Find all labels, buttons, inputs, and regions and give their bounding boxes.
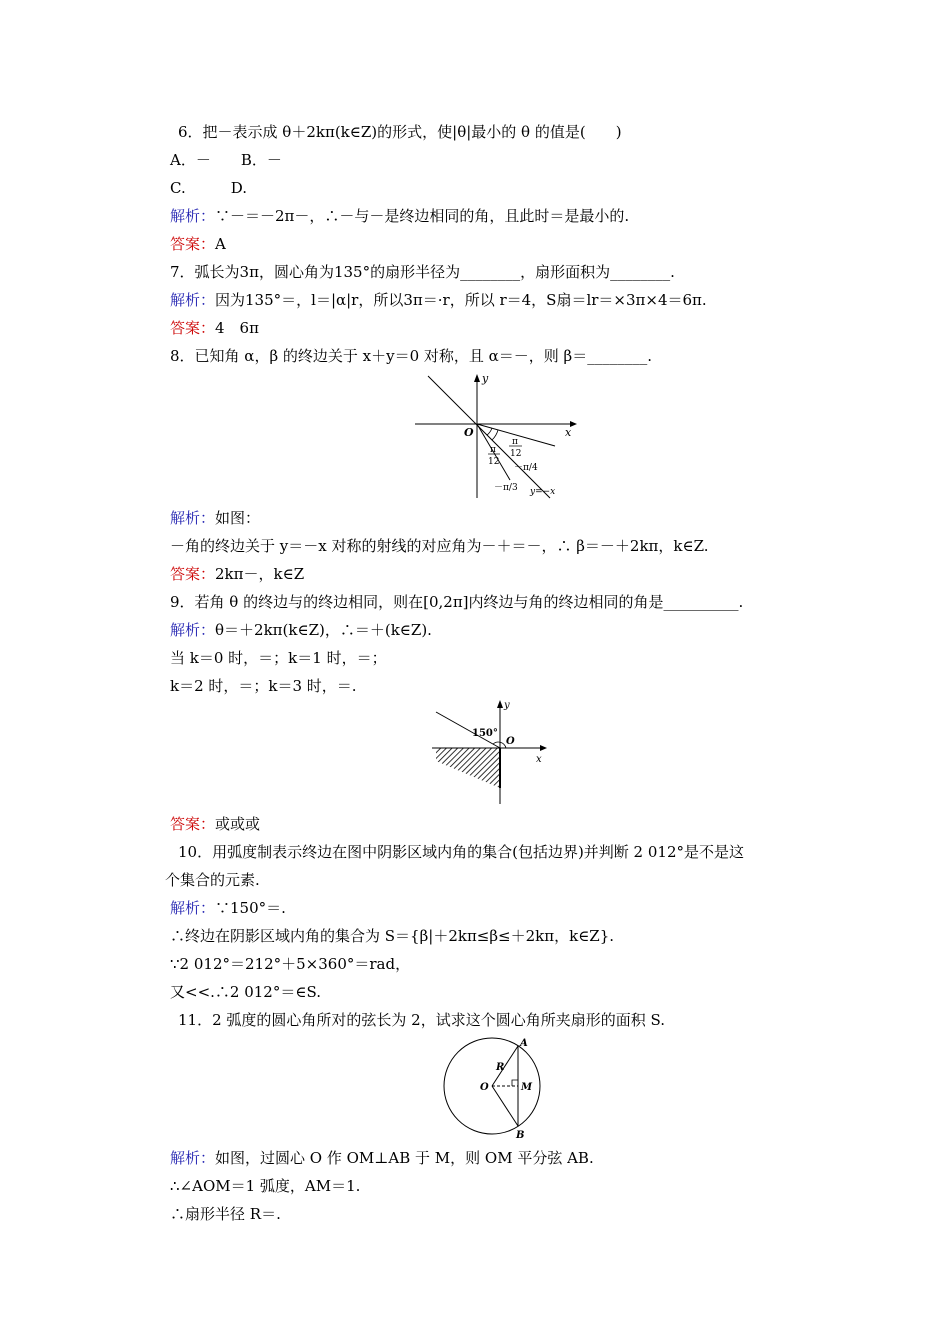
analysis-text: ∵150°＝. [215,899,286,917]
answer-text: A [215,235,226,253]
analysis-text: 如图，过圆心 O 作 OM⊥AB 于 M，则 OM 平分弦 AB. [215,1149,594,1167]
q6-answer [170,234,226,254]
q8-angle-figure [410,370,580,502]
point-a-label: A [520,1038,528,1049]
angle-label: 150° [472,728,498,739]
q9-answer [170,814,260,834]
origin-label: O [464,426,474,439]
line-y-neg-x [428,376,550,498]
q8-analysis [170,508,260,528]
q6-stem: 6．把－表示成 θ＋2kπ(k∈Z)的形式，使|θ|最小的 θ 的值是( ) [178,123,622,141]
point-m-label: M [521,1082,533,1093]
q9-analysis-line2: 当 k＝0 时，＝；k＝1 时，＝； [170,649,387,667]
q10-analysis-line2: ∴终边在阴影区域内角的集合为 S＝{β|＋2kπ≤β≤＋2kπ，k∈Z}. [170,927,615,945]
q8-analysis-line2: －角的终边关于 y＝－x 对称的射线的对应角为－＋＝－，∴ β＝－＋2kπ，k∈Z. [170,537,709,555]
point-o-label: O [480,1082,489,1093]
q9-analysis-line3: k＝2 时，＝；k＝3 时，＝. [170,677,357,695]
q6-options-ab: A．－ B．－ [170,151,282,169]
analysis-label: 解析： [170,509,216,527]
q10-analysis-line3: ∵2 012°＝212°＋5×360°＝rad， [170,955,411,973]
analysis-label: 解析： [170,899,216,917]
q11-stem: 11．2 弧度的圆心角所对的弦长为 2，试求这个圆心角所夹扇形的面积 S. [178,1011,665,1029]
y-label: y [482,372,489,385]
q11-analysis [170,1148,594,1168]
y-label: y [504,700,510,711]
x-arrow [540,745,547,751]
answer-label: 答案： [170,815,216,833]
shaded-region [436,748,500,788]
q8-stem: 8．已知角 α，β 的终边关于 x＋y＝0 对称，且 α＝－，则 β＝________. [170,347,653,365]
origin-label: O [506,736,515,747]
q7-stem: 7．弧长为3π，圆心角为135°的扇形半径为________，扇形面积为________. [170,263,675,281]
angle2-den: 12 [510,449,522,459]
analysis-text: 因为135°＝，l＝|α|r，所以3π＝·r，所以 r＝4，S扇＝lr＝×3π×4＝6π. [215,291,707,309]
q7-analysis [170,290,707,310]
answer-label: 答案： [170,319,216,337]
q9-analysis [170,620,432,640]
q11-circle-figure [440,1034,550,1142]
point-b-label: B [516,1130,525,1141]
angle1-num: π [490,445,496,455]
y-arrow [497,700,503,708]
analysis-text: 如图： [215,509,261,527]
angle-arc [487,428,492,435]
x-label: x [536,754,542,765]
q10-analysis-line4: 又<<.∴2 012°＝∈S. [170,983,321,1001]
angle4-label: －π/3 [494,483,518,493]
answer-text: 2kπ－，k∈Z [215,565,305,583]
radius-label: R [496,1062,505,1073]
q7-answer [170,318,259,338]
angle3-label: －π/4 [514,463,538,473]
angle1-den: 12 [488,457,500,467]
answer-label: 答案： [170,565,216,583]
y-arrow [474,374,480,382]
answer-text: 或或或 [215,815,261,833]
q6-options-cd: C. D. [170,179,247,197]
answer-label: 答案： [170,235,216,253]
angle2-num: π [512,437,518,447]
q8-answer [170,564,304,584]
q11-analysis-line2: ∴∠AOM＝1 弧度，AM＝1. [170,1177,361,1195]
q10-stem-line1: 10．用弧度制表示终边在图中阴影区域内角的集合(包括边界)并判断 2 012°是不是这 [178,843,745,861]
q9-stem: 9．若角 θ 的终边与的终边相同，则在[0,2π]内终边与角的终边相同的角是__________. [170,593,744,611]
analysis-label: 解析： [170,291,216,309]
q6-analysis [170,206,629,226]
answer-text: 4 6π [215,319,259,337]
angle-arc-2 [492,430,498,440]
line-label: y=−x [530,487,556,497]
analysis-label: 解析： [170,1149,216,1167]
analysis-label: 解析： [170,621,216,639]
x-label: x [565,426,572,439]
analysis-text: ∵－＝－2π－，∴－与－是终边相同的角，且此时＝是最小的. [215,207,630,225]
q11-analysis-line3: ∴扇形半径 R＝. [170,1205,281,1223]
right-angle-mark [512,1080,518,1086]
q9-shaded-region-figure [430,696,550,808]
q10-stem-line2: 个集合的元素. [165,871,260,889]
analysis-label: 解析： [170,207,216,225]
analysis-text: θ＝＋2kπ(k∈Z)，∴＝＋(k∈Z). [215,621,432,639]
radius-ob [492,1086,518,1126]
q10-analysis [170,898,286,918]
